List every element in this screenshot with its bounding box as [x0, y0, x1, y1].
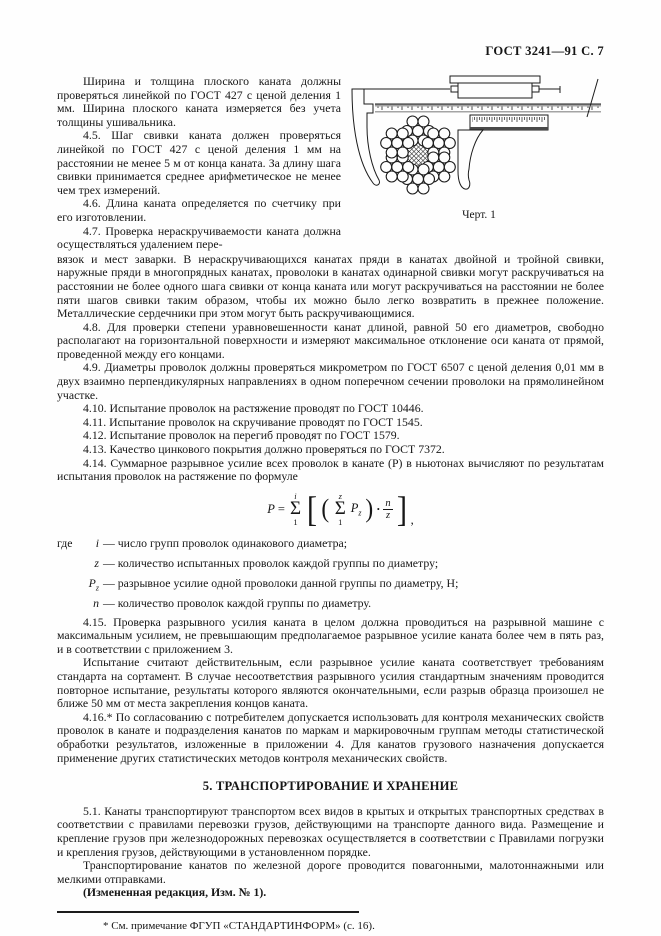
caliper-drawing-icon	[351, 75, 607, 199]
definition-row-z: z — количество испытанных проволок каждой группы по диаметру;	[94, 555, 439, 570]
paragraph-4-14-breaking-force: 4.14. Суммарное разрывное усилие всех проволок в канате (P) в ньютонах вычисляют по результатам испытания проволок на растяжение по формуле	[57, 455, 604, 484]
paragraph-5-1-transport: 5.1. Канаты транспортируют транспортом всех видов в крытых и открытых транспортных средствах в соответствии с правилами перевозки грузов, действующими на транспорте данного вида. Размещение и крепление грузов при железнодорожных перевозках осуществляется в соответствии с Правилами погрузки и крепления грузов, действующими в установленном порядке.	[57, 803, 604, 859]
caliper-ruler	[375, 104, 601, 113]
paragraph-4-8-balance-check: 4.8. Для проверки степени уравновешенности канат длиной, равной 50 его диаметров, свободно располагают на горизонтальной поверхности и измеряют максимальное отклонение оси каната от прямой, проведенной между его концами.	[57, 319, 604, 361]
caliper-figure	[351, 75, 607, 221]
two-column-block	[57, 75, 604, 252]
definition-row-i: где i — число групп проволок одинакового диаметра;	[57, 535, 348, 550]
definition-row-pz: $P_z$ — разрывное усилие одной проволоки данной группы по диаметру, Н;	[88, 575, 459, 593]
footnote-text: * См. примечание ФГУП «СТАНДАРТИНФОРМ» (с. 16).	[103, 919, 375, 932]
definition-row-n: n — количество проволок каждой группы по диаметру.	[93, 595, 372, 610]
paragraph-4-13-zinc-coating: 4.13. Качество цинкового покрытия должно проверяться по ГОСТ 7372.	[83, 442, 445, 457]
left-column	[57, 75, 341, 252]
close-paren: )	[364, 493, 373, 523]
caliper-vernier	[470, 115, 548, 130]
caliper-clamp	[450, 76, 540, 98]
paragraph-4-11-torsion-test: 4.11. Испытание проволок на скручивание проводят по ГОСТ 1545.	[83, 414, 423, 429]
paragraph-4-7-continuation: вязок и мест заварки. В нераскручивающихся канатах пряди в канатах двойной и тройной свивки, наружные пряди в многопрядных канатах, проволоки в канатах одинарной свивки могут раскручиваться на расстоянии не более одного шага свивки от конца каната или могут раскручиваться на расстоянии не более пяти шагов свивки таким образом, чтобы их можно было легко возвратить в прежнее положение. Металлические сердечники при этом могут быть раскручивающимися.	[57, 251, 604, 321]
paragraph-4-16-statistical-methods: 4.16.* По согласованию с потребителем допускается использовать для контроля механических свойств проволок в канате и подразделения канатов по маркам и маркировочным группам методы статистической обработки результатов, изложенные в приложении 4. Для канатов грузового назначения допускается применение других статистических методов контроля механических свойств.	[57, 709, 604, 765]
footnote-rule	[57, 911, 359, 913]
close-bracket: ]	[396, 488, 407, 529]
paragraph-4-9-wire-diameters: 4.9. Диаметры проволок должны проверяться микрометром по ГОСТ 6507 с ценой деления 0,01 мм в двух взаимно перпендикулярных направлениях в одном поперечном сечении проволоки на прямолинейном участке.	[57, 360, 604, 402]
breaking-force-formula	[77, 488, 604, 529]
formula-lhs: P	[267, 502, 275, 517]
paragraph-4-6-rope-length: 4.6. Длина каната определяется по счетчику при его изготовлении.	[57, 196, 341, 224]
figure-caption: Черт. 1	[462, 209, 496, 221]
formula-comma: ,	[410, 513, 414, 528]
inner-sum: z Σ 1	[334, 490, 346, 528]
paragraph-4-7-untwisting-start: 4.7. Проверка нераскручиваемости каната должна осуществляться удалением пере-	[57, 223, 341, 252]
formula-equals: =	[277, 502, 285, 517]
multiply-dot: ·	[376, 502, 381, 517]
open-bracket: [	[306, 488, 318, 529]
amended-edition-note: (Измененная редакция, Изм. № 1).	[83, 885, 267, 900]
figure-column	[351, 75, 607, 252]
page-header	[57, 44, 604, 59]
outer-sum: i Σ 1	[289, 490, 302, 528]
paragraph-4-15-breaking-machine: 4.15. Проверка разрывного усилия каната в целом должна проводиться на разрывной машине с максимальным усилием, не превышающим предполагаемое разрывное усилие каната более чем в пять раз, и в соответствии с приложением 3.	[57, 614, 604, 656]
main-text-block	[57, 253, 604, 934]
doc-number: ГОСТ 3241—91 С. 7	[485, 44, 604, 58]
open-paren: (	[321, 493, 330, 523]
paragraph-4-5-lay-length: 4.5. Шаг свивки каната должен проверяться линейкой по ГОСТ 427 с ценой деления 1 мм на расстоянии не менее 5 м от конца каната. За длину шага свивки принимается среднее арифметическое не менее чем трех измерений.	[57, 128, 341, 197]
paragraph-flat-rope-measure: Ширина и толщина плоского каната должны проверяться линейкой по ГОСТ 427 с ценой деления 1 мм. Ширина плоского каната измеряется без учета толщины ушивальника.	[57, 74, 341, 129]
paragraph-test-validity: Испытание считают действительным, если разрывное усилие каната соответствует требованиям стандарта на сортамент. В случае несоответствия разрывного усилия стандартным значениям проводится повторное испытание, результаты которого являются окончательными, если разрыв образца произошел не ближе 50 мм от места закрепления концов каната.	[57, 655, 604, 711]
caliper-fixed-jaw	[352, 89, 379, 185]
section-5-heading: 5. ТРАНСПОРТИРОВАНИЕ И ХРАНЕНИЕ	[202, 779, 459, 794]
paragraph-4-10-tension-test: 4.10. Испытание проволок на растяжение проводят по ГОСТ 10446.	[83, 401, 424, 416]
paragraph-4-12-bend-test: 4.12. Испытание проволок на перегиб проводят по ГОСТ 1579.	[83, 428, 400, 443]
n-over-z-fraction: $\frac{n}{z}$	[385, 497, 391, 522]
pz-term: $P_z$	[350, 500, 362, 518]
symbol-definitions	[57, 536, 604, 616]
paragraph-rail-shipments: Транспортирование канатов по железной дороге проводится повагонными, малотоннажными или мелкими отправками.	[57, 858, 604, 886]
caliper-movable-jaw	[458, 130, 483, 189]
